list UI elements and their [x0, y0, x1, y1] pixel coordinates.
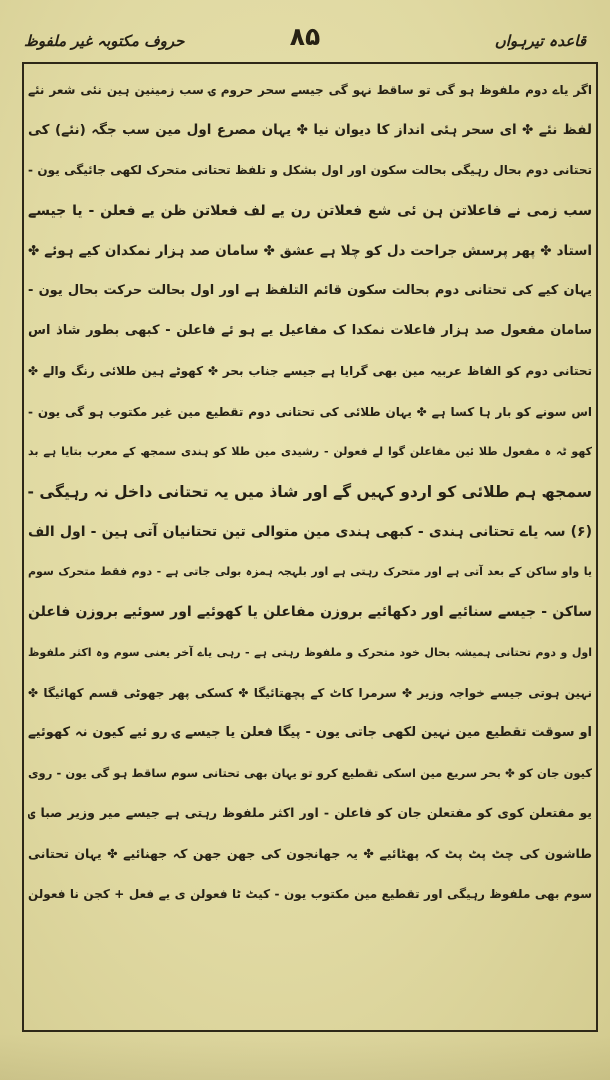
text-line: تحتانی دوم بحال رہیگی بحالت سکون اور اول بشکل و تلفظ تحتانی متحرک لکھی جائیگی یون - — [28, 163, 592, 178]
text-line: سب زمی نے فاعلاتن ہن ئی شع فعلاتن رن یے لف فعلاتن ظن یے فعلن - یا جیسے — [28, 202, 592, 219]
section-title: حروف مکتوبہ غیر ملفوظ — [24, 32, 185, 50]
text-line: استاد ✤ پھر پرسش جراحت دل کو چلا ہے عشق ✤ سامان صد ہزار نمکدان کیے ہوئے ✤ — [28, 242, 592, 259]
page-bottom-shade — [0, 1034, 610, 1080]
text-line: (۶) سہ یاے تحتانی ہندی - کبھی ہندی مین متوالی تین تحتانیان آتی ہین - اول الف — [28, 524, 592, 541]
text-line: اس سونے کو بار ہا کسا ہے ✤ یہان طلائی کی تحتانی دوم تقطیع مین غیر مکتوب ہو گی یون - — [28, 404, 592, 419]
text-line: یا واو ساکن کے بعد آتی ہے اور متحرک رہتی ہے اور بلہجہ ہمزہ بولی جاتی ہے - دوم فقط متحرک سوم — [28, 565, 592, 579]
text-line: سمجھ ہم طلائی کو اردو کہیں گے اور شاذ میں یہ تحتانی داخل نہ رہیگی - — [28, 482, 592, 501]
chapter-title: قاعدہ تیرہواں — [494, 32, 586, 50]
page-header — [24, 22, 586, 58]
body-text — [28, 70, 592, 914]
text-line: او سوقت تقطیع مین نہین لکھی جاتی یون - پیگا فعلن یا جیسے ۍ رو ئیے کیون نہ کھوئیے — [28, 725, 592, 740]
text-line: ساکن - جیسے سنائیے اور دکھائیے بروزن مفاعلن یا کھوئیے اور سوئیے بروزن فاعلن — [28, 604, 592, 621]
text-line: سامان مفعول صد ہزار فاعلات نمکدا ک مفاعیل یے ہو ئے فاعلن - کبھی بطور شاذ اس — [28, 323, 592, 339]
text-line: کیون جان کو ✤ بحر سریع مین اسکی تقطیع کرو تو یہان بھی تحتانی سوم ساقط ہو گی یون - روی — [28, 766, 592, 781]
text-line: اول و دوم تحتانی ہمیشہ بحال خود متحرک و ملفوظ رہتی ہے - رہی یاے آخر یعنی سوم وہ اکثر ملفوظ — [28, 645, 592, 659]
text-line: طاشون کی چٹ پٹ پٹ کہ پھٹائیے ✤ یہ جھانجون کی جھن جھن کہ جھنائیے ✤ یہان تحتانی — [28, 845, 592, 861]
text-line: یو مفتعلن کوی کو مفتعلن جان کو فاعلن - اور اکثر ملفوظ رہتی ہے جیسے میر وزیر صبا ۍ — [28, 805, 592, 821]
text-line: تحتانی دوم کو الفاظ عربیہ مین بھی گرایا ہے جیسے جناب بحر ✤ کھوٹے ہین طلائی رنگ والے ✤ — [28, 364, 592, 379]
text-line: لفظ نئے ✤ ای سحر ہئی انداز کا دیوان نیا ✤ یہان مصرع اول مین سب جگہ (نئے) کی — [28, 122, 592, 139]
text-line: سوم بھی ملفوظ رہیگی اور تقطیع مین مکتوب یون - کیٹ ٹا فعولن ی یے فعل + کجن نا فعولن — [28, 886, 592, 901]
text-line: یہان کیے کی تحتانی دوم بحالت سکون قائم التلفظ ہے اور اول بحالت حرکت بحال یون - — [28, 282, 592, 298]
page-number: ۸۵ — [289, 22, 321, 51]
text-line: اگر یاے دوم ملفوظ ہو گی تو ساقط نہو گی جیسے سحر حروم ۍ سب زمینین ہین نئی شعر نئے — [28, 83, 592, 97]
text-line: نہین ہوتی جیسے خواجہ وزیر ✤ سرمرا کاٹ کے پچھتائیگا ✤ کسکی پھر جھوٹی قسم کھائیگا ✤ — [28, 685, 592, 700]
text-line: کھو ٹہ ہ مفعول طلا ئین مفاعلن گوا لے فعولن - رشیدی مین طلا کو ہندی سمجھ کے معرب بتایا ہے بد — [28, 444, 592, 458]
